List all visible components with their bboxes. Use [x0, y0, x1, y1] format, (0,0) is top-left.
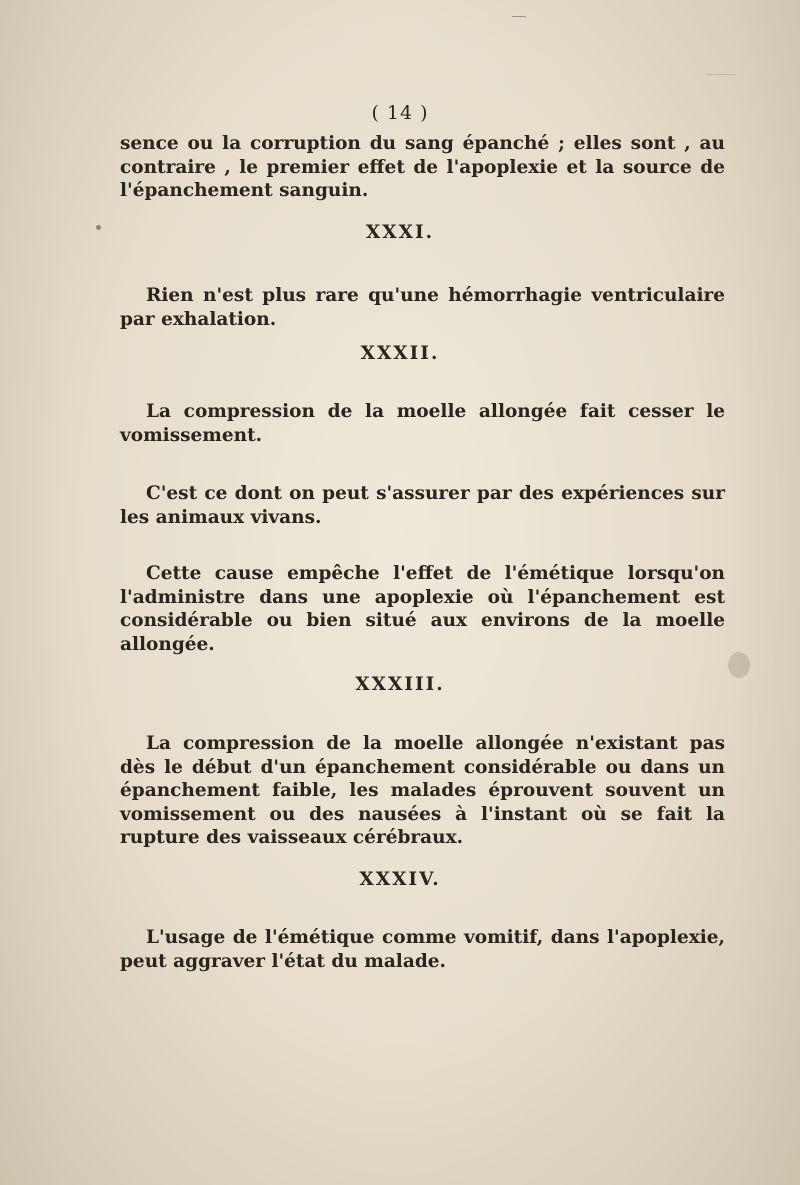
page-mark — [512, 16, 526, 17]
paragraph-continuation: sence ou la corruption du sang épanché ; elles sont , au contraire , le premier effet de l'apoplexie et la source de l'épanchement sanguin. — [120, 133, 725, 201]
section-heading-33: XXXIII. — [355, 674, 445, 695]
paragraph-34: L'usage de l'émétique comme vomitif, dans l'apoplexie, peut aggraver l'état du malade. — [120, 927, 725, 972]
page-number: ( 14 ) — [371, 102, 429, 124]
paragraph-33: La compression de la moelle allongée n'existant pas dès le début d'un épanchement considérable ou dans un épanchement faible, les malades éprouvent souvent un vomissement ou des nausées à l'instant où se fait la rupture des vaisseaux cérébraux. — [120, 733, 725, 848]
paragraph-32b: C'est ce dont on peut s'assurer par des expériences sur les animaux vivans. — [120, 483, 725, 528]
section-heading-32: XXXII. — [360, 343, 440, 364]
paragraph-31: Rien n'est plus rare qu'une hémorrhagie ventriculaire par exhalation. — [120, 285, 725, 330]
paragraph-32a: La compression de la moelle allongée fait cesser le vomissement. — [120, 401, 725, 446]
section-heading-31: XXXI. — [365, 222, 435, 243]
paragraph-32c: Cette cause empêche l'effet de l'émétique lorsqu'on l'administre dans une apoplexie où l'épanchement est considérable ou bien situé aux environs de la moelle allongée. — [120, 563, 725, 655]
page-mark — [706, 74, 736, 75]
section-heading-34: XXXIV. — [359, 869, 441, 890]
